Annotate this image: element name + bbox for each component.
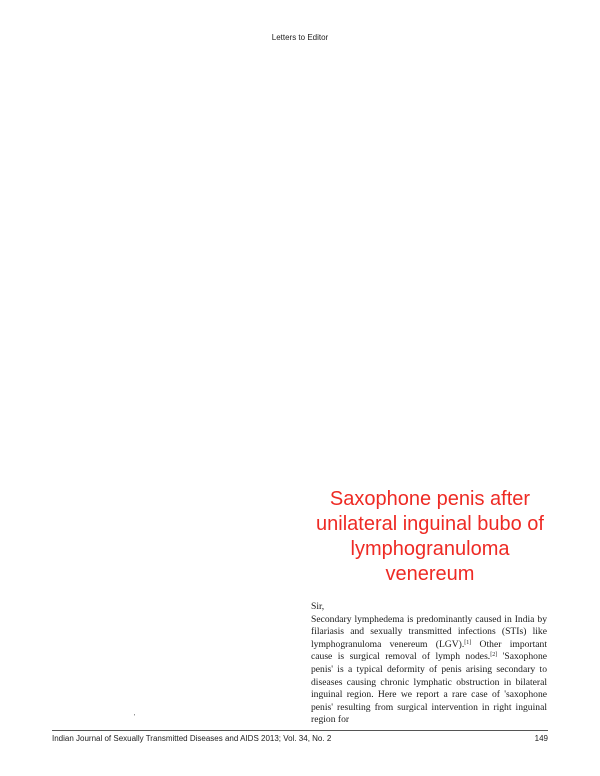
article-body [311, 601, 547, 727]
page-number: 149 [534, 734, 548, 743]
footer-rule [52, 730, 548, 731]
running-head: Letters to Editor [271, 33, 329, 42]
body-paragraph [311, 614, 547, 727]
salutation: Sir, [311, 601, 325, 612]
stray-mark: ' [134, 713, 136, 721]
reference-1: [1] [464, 639, 472, 646]
body-sentence-1: Secondary lymphedema is predominantly caused in India by filariasis and sexually transmitted infections (STIs) like lymphogranuloma venereum (LGV). [311, 613, 547, 650]
footer-journal-citation: Indian Journal of Sexually Transmitted Diseases and AIDS 2013; Vol. 34, No. 2 [52, 734, 332, 743]
body-sentence-2: Other important cause is surgical removal of lymph nodes. [311, 638, 547, 663]
article-title: Saxophone penis after unilateral inguinal bubo of lymphogranuloma venereum [316, 488, 544, 585]
body-sentence-3: 'Saxophone penis' is a typical deformity of penis arising secondary to diseases causing chronic lymphatic obstruction in bilateral inguinal region. Here we report a rare case of 'saxophone penis' resulting from surgical intervention in right inguinal region for [311, 651, 547, 726]
reference-2: [2] [490, 652, 498, 659]
